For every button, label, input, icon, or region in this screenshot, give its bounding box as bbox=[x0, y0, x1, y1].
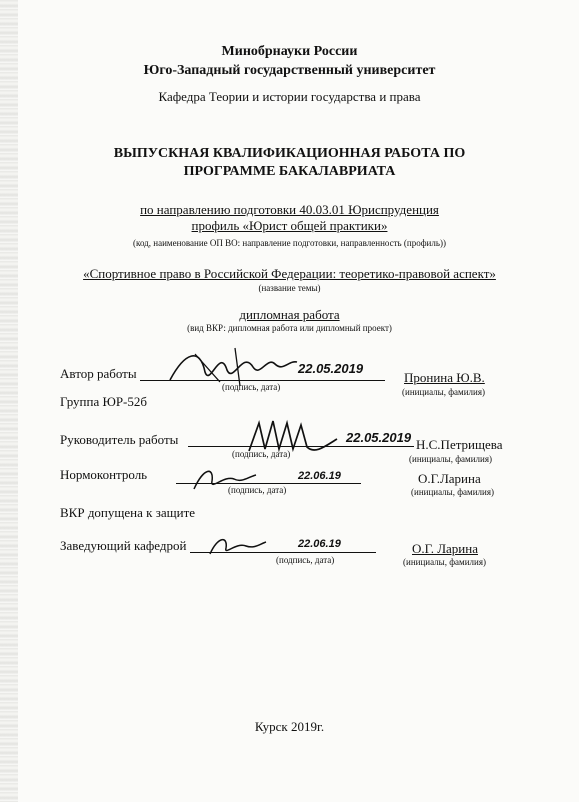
author-label: Автор работы bbox=[60, 366, 137, 381]
author-date: 22.05.2019 bbox=[298, 361, 364, 376]
normcontrol-name-caption: (инициалы, фамилия) bbox=[411, 487, 494, 497]
university-name: Юго-Западный государственный университет bbox=[143, 63, 436, 78]
normcontrol-name: О.Г.Ларина bbox=[418, 471, 481, 486]
topic-caption: (название темы) bbox=[258, 283, 321, 293]
supervisor-name-caption: (инициалы, фамилия) bbox=[409, 454, 492, 464]
work-type-caption: (вид ВКР: дипломная работа или дипломный проект) bbox=[187, 323, 392, 333]
program-profile: профиль «Юрист общей практики» bbox=[191, 218, 388, 233]
group-text: Группа ЮР-52б bbox=[60, 394, 147, 409]
author-sign-caption: (подпись, дата) bbox=[222, 382, 281, 392]
program-direction: по направлению подготовки 40.03.01 Юриспруденция bbox=[140, 202, 439, 217]
scan-edge bbox=[0, 0, 18, 802]
ministry-name: Минобрнауки России bbox=[221, 44, 358, 59]
head-name-caption: (инициалы, фамилия) bbox=[403, 557, 486, 567]
supervisor-sign-caption: (подпись, дата) bbox=[232, 449, 291, 459]
head-name: О.Г. Ларина bbox=[412, 541, 478, 556]
program-caption: (код, наименование ОП ВО: направление подготовки, направленность (профиль)) bbox=[133, 238, 446, 248]
author-name: Пронина Ю.В. bbox=[404, 370, 485, 385]
department-name: Кафедра Теории и истории государства и права bbox=[158, 89, 421, 104]
normcontrol-sign-caption: (подпись, дата) bbox=[228, 485, 287, 495]
normcontrol-date: 22.06.19 bbox=[298, 470, 341, 482]
work-type: дипломная работа bbox=[239, 307, 340, 322]
supervisor-label: Руководитель работы bbox=[60, 432, 179, 447]
head-sign-caption: (подпись, дата) bbox=[276, 555, 335, 565]
admitted-text: ВКР допущена к защите bbox=[60, 505, 196, 520]
thesis-topic: «Спортивное право в Российской Федерации: теоретико-правовой аспект» bbox=[83, 266, 496, 281]
document-title-line1: ВЫПУСКНАЯ КВАЛИФИКАЦИОННАЯ РАБОТА ПО bbox=[113, 146, 466, 161]
head-signature bbox=[206, 532, 268, 560]
head-label: Заведующий кафедрой bbox=[60, 538, 187, 553]
document-title-line2: ПРОГРАММЕ БАКАЛАВРИАТА bbox=[183, 164, 396, 179]
author-name-caption: (инициалы, фамилия) bbox=[402, 387, 485, 397]
head-date: 22.06.19 bbox=[298, 538, 341, 550]
supervisor-date: 22.05.2019 bbox=[346, 430, 412, 445]
normcontrol-label: Нормоконтроль bbox=[60, 467, 148, 482]
supervisor-name: Н.С.Петрищева bbox=[416, 437, 503, 452]
city-year: Курск 2019г. bbox=[254, 719, 325, 734]
